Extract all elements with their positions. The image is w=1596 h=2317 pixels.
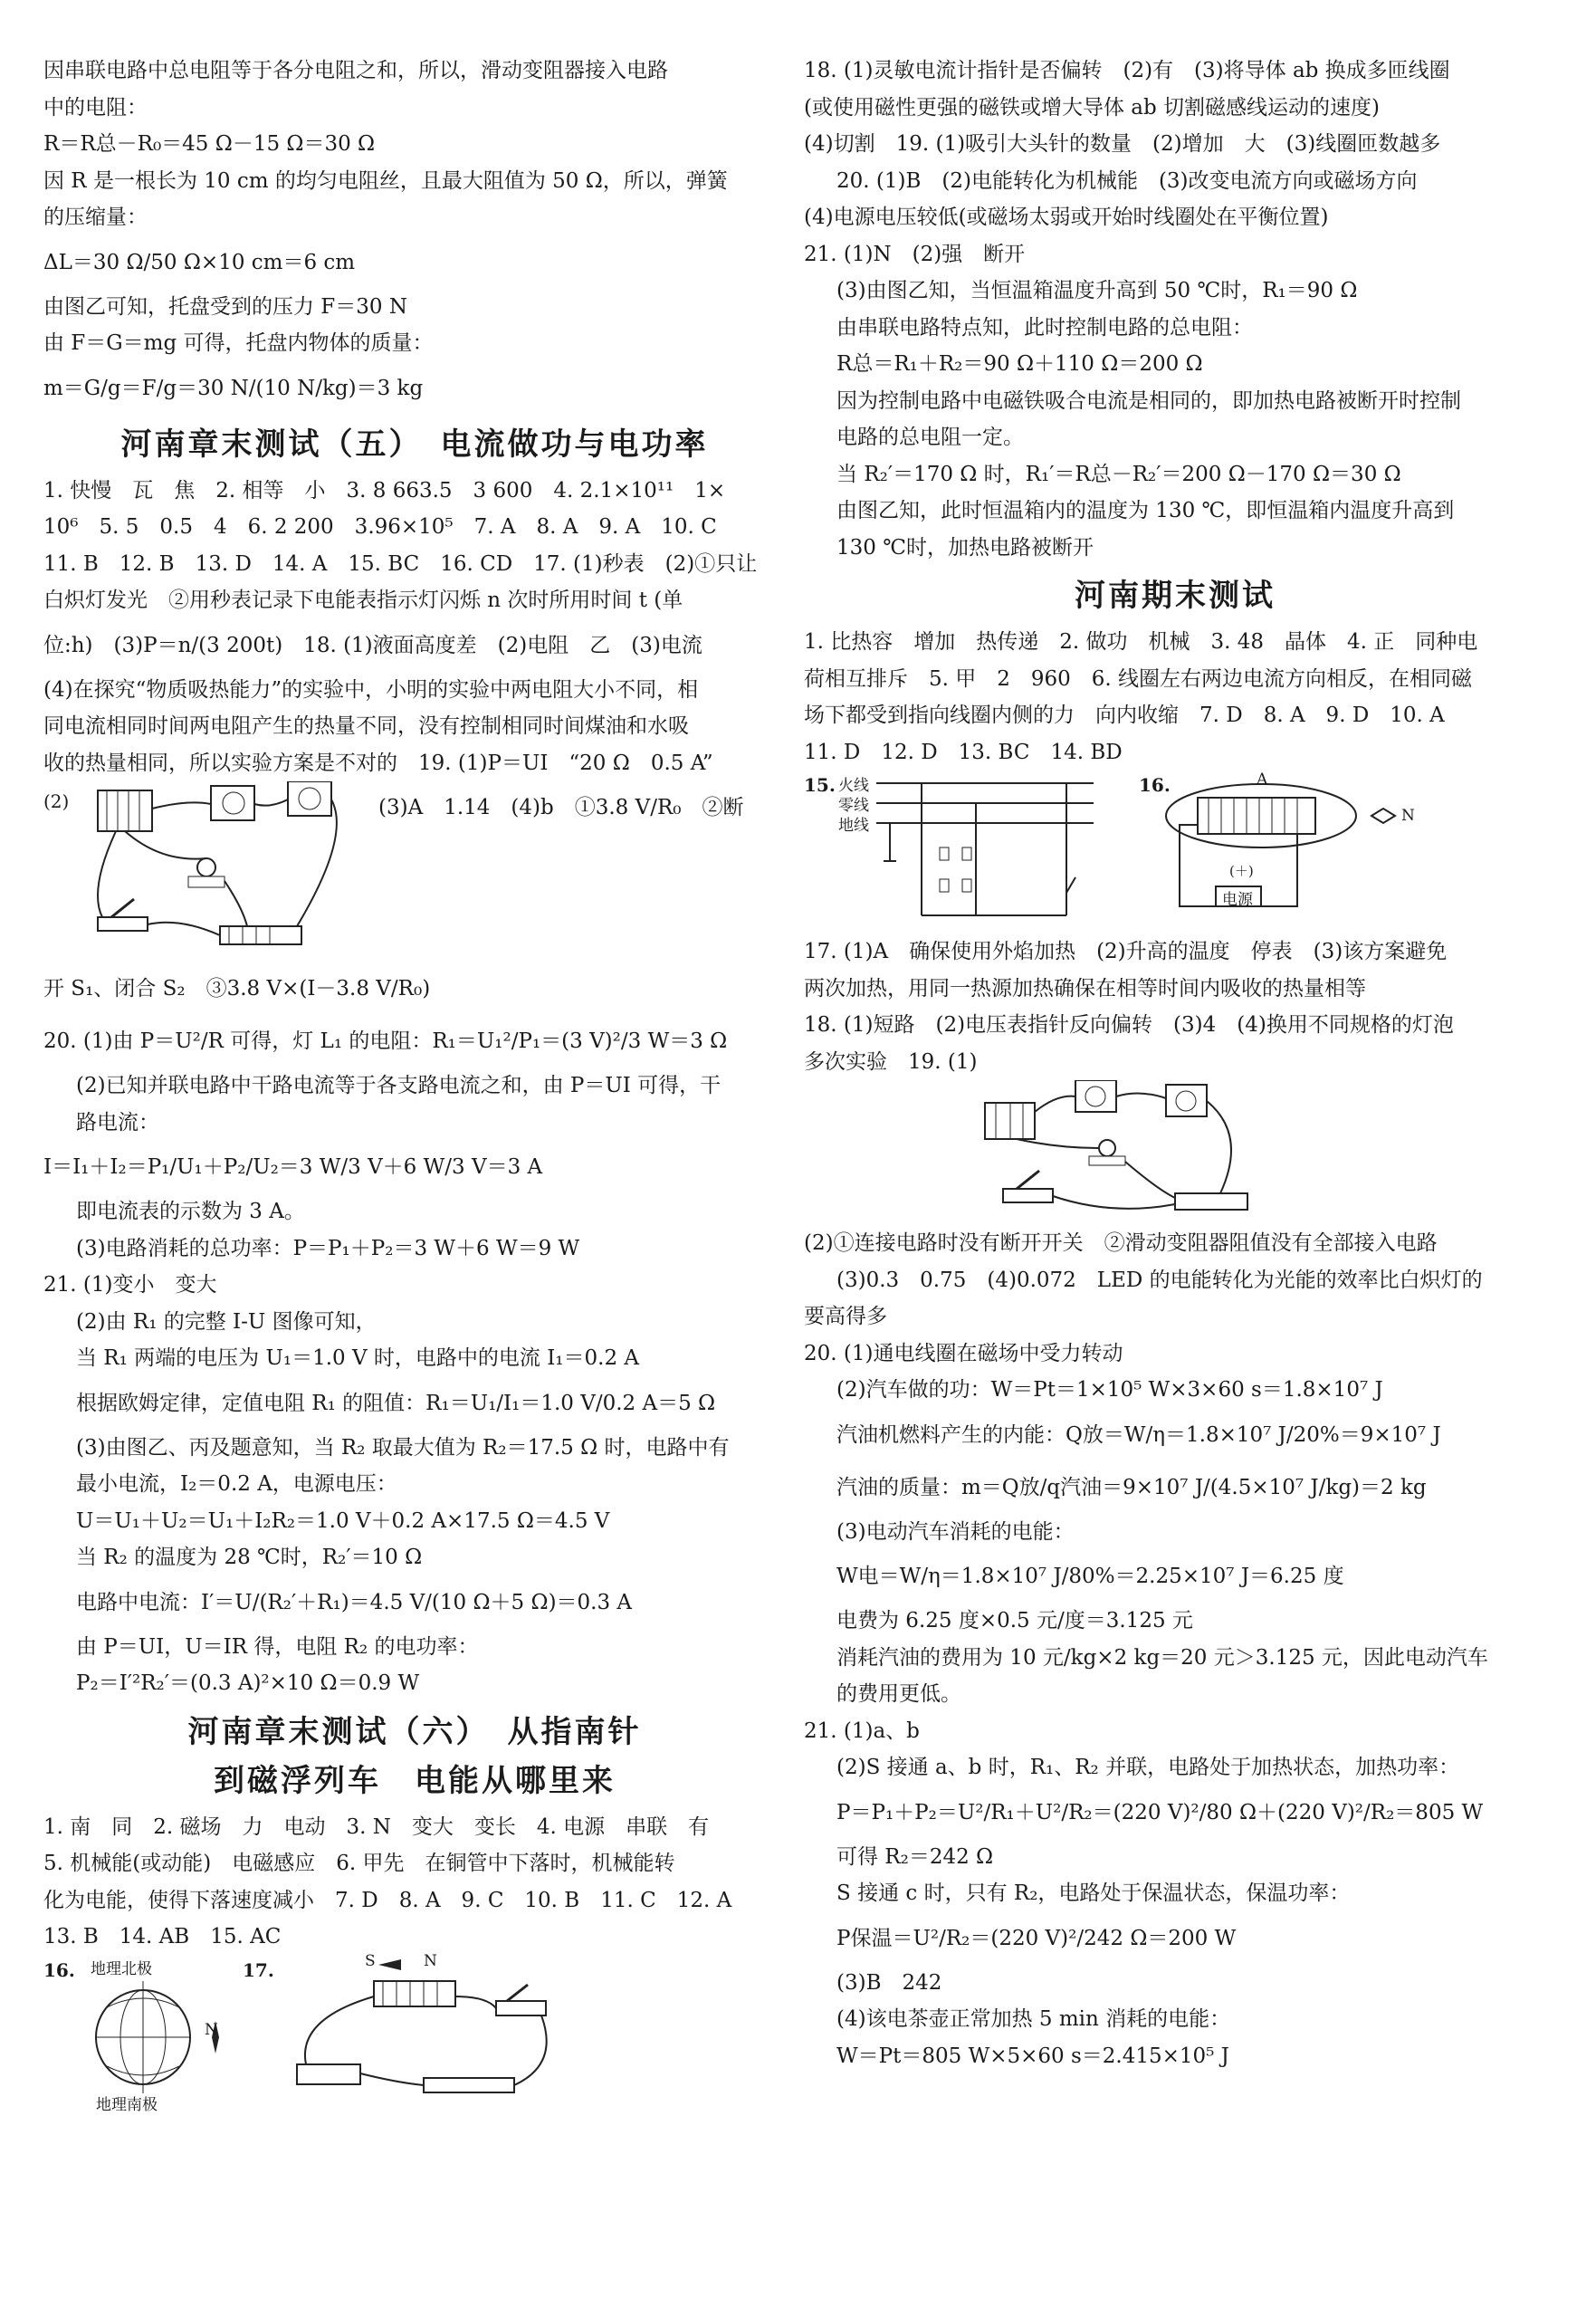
power-supply-label: 电源 <box>1222 891 1253 909</box>
text-line: (3)由图乙、丙及题意知，当 R₂ 取最大值为 R₂＝17.5 Ω 时，电路中有 <box>76 1435 730 1460</box>
formula-line: P保温＝U²/R₂＝(220 V)²/242 Ω＝200 W <box>836 1926 1237 1950</box>
answer-line: (4)在探究“物质吸热能力”的实验中，小明的实验中两电阻大小不同，相 <box>43 677 699 702</box>
formula-line: 根据欧姆定律，定值电阻 R₁ 的阻值：R₁＝U₁/I₁＝1.0 V/0.2 A＝5 Ω <box>76 1391 716 1415</box>
answer-line: 开 S₁、闭合 S₂ ③3.8 V×(I－3.8 V/R₀) <box>43 977 431 1001</box>
solenoid-sketch <box>1161 771 1433 929</box>
neutral-wire-label: 零线 <box>838 797 869 815</box>
text-line: 因为控制电路中电磁铁吸合电流是相同的，即加热电路被断开时控制 <box>836 388 1461 413</box>
text-line: 由串联电路特点知，此时控制电路的总电阻： <box>836 315 1253 340</box>
text-line: (2)已知并联电路中干路电流等于各支路电流之和，由 P＝UI 可得，干 <box>76 1074 722 1097</box>
text-line: 路电流： <box>76 1110 159 1135</box>
formula-line: R＝R总－R₀＝45 Ω－15 Ω＝30 Ω <box>43 132 376 156</box>
text-line: 当 R₂ 的温度为 28 ℃时，R₂′＝10 Ω <box>76 1546 423 1569</box>
text-line: 因 R 是一根长为 10 cm 的均匀电阻丝，且最大阻值为 50 Ω，所以，弹簧 <box>43 168 728 193</box>
text-line: 中的电阻： <box>43 95 148 120</box>
formula-line: I＝I₁＋I₂＝P₁/U₁＋P₂/U₂＝3 W/3 V＋6 W/3 V＝3 A <box>43 1155 543 1179</box>
formula-line: R总＝R₁＋R₂＝90 Ω＋110 Ω＝200 Ω <box>836 352 1203 376</box>
text-line: 即电流表的示数为 3 A。 <box>76 1200 305 1223</box>
answer-line: 18. (1)短路 (2)电压表指针反向偏转 (3)4 (4)换用不同规格的灯泡 <box>804 1013 1454 1037</box>
answer-line: 白炽灯发光 ②用秒表记录下电能表指示灯闪烁 n 次时所用时间 t (单 <box>43 589 683 612</box>
section-heading-final-test: 河南期末测试 <box>1075 578 1276 614</box>
north-label: N <box>205 2020 218 2039</box>
left-column <box>43 53 786 2114</box>
text-line: 由图乙知，此时恒温箱内的温度为 130 ℃，即恒温箱内温度升高到 <box>836 499 1455 522</box>
figure-label: (2) <box>43 790 70 812</box>
answer-line: 两次加热，用同一热源加热确保在相等时间内吸收的热量相等 <box>804 976 1366 1001</box>
answer-line: (2)①连接电路时没有断开开关 ②滑动变阻器阻值没有全部接入电路 <box>804 1231 1438 1255</box>
answer-line: 21. (1)N (2)强 断开 <box>804 242 1026 266</box>
answer-line: (3)0.3 0.75 (4)0.072 LED 的电能转化为光能的效率比白炽灯的 <box>836 1268 1483 1292</box>
text-line: (3)电动汽车消耗的电能： <box>836 1519 1075 1544</box>
text-line: 电路的总电阻一定。 <box>836 426 1024 449</box>
formula-line: (3)电路消耗的总功率：P＝P₁＋P₂＝3 W＋6 W＝9 W <box>76 1236 580 1260</box>
formula-line: 20. (1)由 P＝U²/R 可得，灯 L₁ 的电阻：R₁＝U₁²/P₁＝(3 V)²/3 W＝3 Ω <box>43 1029 728 1053</box>
text-line: 可得 R₂＝242 Ω <box>836 1844 994 1869</box>
answer-line: (3)B 242 <box>836 1970 942 1995</box>
formula-line: ΔL＝30 Ω/50 Ω×10 cm＝6 cm <box>43 250 356 274</box>
formula-line: U＝U₁＋U₂＝U₁＋I₂R₂＝1.0 V＋0.2 A×17.5 Ω＝4.5 V <box>76 1508 610 1533</box>
figure-19-circuit <box>43 781 786 962</box>
earth-wire-label: 地线 <box>838 817 869 835</box>
earth-magnetic-field-sketch <box>80 1976 243 2102</box>
answer-line: 11. B 12. B 13. D 14. A 15. BC 16. CD 17. (1)秒表 (2)①只让 <box>43 551 758 576</box>
text-line: (3)由图乙知，当恒温箱温度升高到 50 ℃时，R₁＝90 Ω <box>836 279 1358 302</box>
right-column <box>804 53 1546 2074</box>
formula-line: 电路中电流：I′＝U/(R₂′＋R₁)＝4.5 V/(10 Ω＋5 Ω)＝0.3 A <box>76 1590 633 1614</box>
figure-16-17 <box>43 1951 786 2114</box>
section-heading-test-5: 河南章末测试（五） 电流做功与电功率 <box>120 426 709 463</box>
text-line: 由 F＝G＝mg 可得，托盘内物体的质量： <box>43 331 434 355</box>
answer-line: 13. B 14. AB 15. AC <box>43 1925 282 1948</box>
text-line: 电费为 6.25 度×0.5 元/度＝3.125 元 <box>836 1609 1193 1632</box>
answer-line: 20. (1)通电线圈在磁场中受力转动 <box>804 1341 1123 1365</box>
answer-line: 要高得多 <box>804 1305 887 1328</box>
answer-line: 化为电能，使得下落速度减小 7. D 8. A 9. C 10. B 11. C 12. A <box>43 1888 732 1912</box>
formula-line: W电＝W/η＝1.8×10⁷ J/80%＝2.25×10⁷ J＝6.25 度 <box>836 1565 1344 1588</box>
text-line: 130 ℃时，加热电路被断开 <box>836 535 1094 560</box>
text-line: 最小电流，I₂＝0.2 A，电源电压： <box>76 1472 397 1496</box>
electromagnet-circuit-sketch <box>270 1956 596 2110</box>
geo-south-label: 地理南极 <box>96 2095 158 2114</box>
section-heading-test-6: 河南章末测试（六） 从指南针 <box>187 1713 642 1750</box>
answer-line: 1. 快慢 瓦 焦 2. 相等 小 3. 8 663.5 3 600 4. 2.1×10¹¹ 1× <box>43 478 726 503</box>
answer-line: (或使用磁性更强的磁铁或增大导体 ab 切割磁感线运动的速度) <box>804 95 1381 120</box>
geo-north-label: 地理北极 <box>91 1959 152 1978</box>
answer-line: 1. 南 同 2. 磁场 力 电动 3. N 变大 变长 4. 电源 串联 有 <box>43 1814 710 1839</box>
text-line: 当 R₁ 两端的电压为 U₁＝1.0 V 时，电路中的电流 I₁＝0.2 A <box>76 1346 639 1370</box>
formula-line: 汽油机燃料产生的内能：Q放＝W/η＝1.8×10⁷ J/20%＝9×10⁷ J <box>836 1422 1441 1447</box>
formula-line: m＝G/g＝F/g＝30 N/(10 N/kg)＝3 kg <box>43 376 424 400</box>
n-pole-label: N <box>424 1951 437 1970</box>
answer-line: 21. (1)a、b <box>804 1719 920 1743</box>
text-line: 由 P＝UI，U＝IR 得，电阻 R₂ 的电功率： <box>76 1634 479 1659</box>
point-a-label: A <box>1257 771 1268 789</box>
text-line: 由图乙可知，托盘受到的压力 F＝30 N <box>43 294 407 319</box>
answer-line: 1. 比热容 增加 热传递 2. 做功 机械 3. 48 晶体 4. 正 同种电 <box>804 630 1478 654</box>
figure-label: 15. <box>804 774 836 796</box>
circuit-sketch <box>62 781 387 958</box>
text-line: (2)S 接通 a、b 时，R₁、R₂ 并联，电路处于加热状态，加热功率： <box>836 1756 1460 1779</box>
text-line: 因串联电路中总电阻等于各分电阻之和，所以，滑动变阻器接入电路 <box>43 59 668 82</box>
text-line: S 接通 c 时，只有 R₂，电路处于保温状态，保温功率： <box>836 1881 1351 1905</box>
positive-terminal-label: (＋) <box>1229 863 1254 879</box>
answer-line: 荷相互排斥 5. 甲 2 960 6. 线圈左右两边电流方向相反，在相同磁 <box>804 666 1473 691</box>
answer-line: 位:h) (3)P＝n/(3 200t) 18. (1)液面高度差 (2)电阻 乙 (3)电流 <box>43 633 702 657</box>
answer-line: 18. (1)灵敏电流计指针是否偏转 (2)有 (3)将导体 ab 换成多匝线圈 <box>804 59 1450 82</box>
figure-label: 16. <box>43 1958 75 1981</box>
answer-line: 10⁶ 5. 5 0.5 4 6. 2 200 3.96×10⁵ 7. A 8. A 9. A 10. C <box>43 515 717 539</box>
answer-line: (4)电源电压较低(或磁场太弱或开始时线圈处在平衡位置) <box>804 206 1329 229</box>
answer-line: 收的热量相同，所以实验方案是不对的 19. (1)P＝UI “20 Ω 0.5 A” <box>43 751 713 775</box>
figure-label: 16. <box>1139 774 1171 796</box>
answer-text: (3)A 1.14 (4)b ①3.8 V/R₀ ②断 <box>378 796 744 819</box>
figure-19-circuit <box>804 1080 1546 1225</box>
answer-line: 多次实验 19. (1) <box>804 1049 978 1074</box>
answer-line: 17. (1)A 确保使用外焰加热 (2)升高的温度 停表 (3)该方案避免 <box>804 940 1448 963</box>
text-line: 的费用更低。 <box>836 1682 961 1706</box>
formula-line: (2)汽车做的功：W＝Pt＝1×10⁵ W×3×60 s＝1.8×10⁷ J <box>836 1378 1383 1402</box>
s-pole-label: S <box>365 1951 376 1970</box>
answer-line: (4)切割 19. (1)吸引大头针的数量 (2)增加 大 (3)线圈匝数越多 <box>804 132 1441 156</box>
formula-line: 汽油的质量：m＝Q放/q汽油＝9×10⁷ J/(4.5×10⁷ J/kg)＝2 kg <box>836 1475 1427 1499</box>
answer-line: 20. (1)B (2)电能转化为机械能 (3)改变电流方向或磁场方向 <box>836 168 1418 193</box>
text-line: 消耗汽油的费用为 10 元/kg×2 kg＝20 元＞3.125 元，因此电动汽车 <box>836 1645 1488 1670</box>
figure-15-16 <box>804 771 1546 934</box>
text-line: (4)该电茶壶正常加热 5 min 消耗的电能： <box>836 2007 1231 2031</box>
formula-line: P＝P₁＋P₂＝U²/R₁＋U²/R₂＝(220 V)²/80 Ω＋(220 V)²/R₂＝805 W <box>836 1800 1484 1824</box>
figure-label: 17. <box>243 1958 274 1981</box>
section-heading-test-6-cont: 到磁浮列车 电能从哪里来 <box>214 1762 616 1799</box>
circuit-sketch <box>976 1080 1266 1223</box>
answer-line: 5. 机械能(或动能) 电磁感应 6. 甲先 在铜管中下落时，机械能转 <box>43 1852 675 1875</box>
household-wiring-sketch <box>804 771 1103 929</box>
answer-line: 21. (1)变小 变大 <box>43 1273 217 1297</box>
answer-line: 场下都受到指向线圈内侧的力 向内收缩 7. D 8. A 9. D 10. A <box>804 704 1445 727</box>
north-label: N <box>1401 807 1415 825</box>
answer-line: 同电流相同时间两电阻产生的热量不同，没有控制相同时间煤油和水吸 <box>43 714 689 738</box>
formula-line: P₂＝I′²R₂′＝(0.3 A)²×10 Ω＝0.9 W <box>76 1671 420 1695</box>
answer-line: 11. D 12. D 13. BC 14. BD <box>804 740 1123 764</box>
formula-line: 当 R₂′＝170 Ω 时，R₁′＝R总－R₂′＝200 Ω－170 Ω＝30 Ω <box>836 462 1401 486</box>
live-wire-label: 火线 <box>838 777 869 795</box>
formula-line: W＝Pt＝805 W×5×60 s＝2.415×10⁵ J <box>836 2044 1229 2068</box>
text-line: (2)由 R₁ 的完整 I-U 图像可知， <box>76 1309 377 1334</box>
text-line: 的压缩量： <box>43 206 148 229</box>
